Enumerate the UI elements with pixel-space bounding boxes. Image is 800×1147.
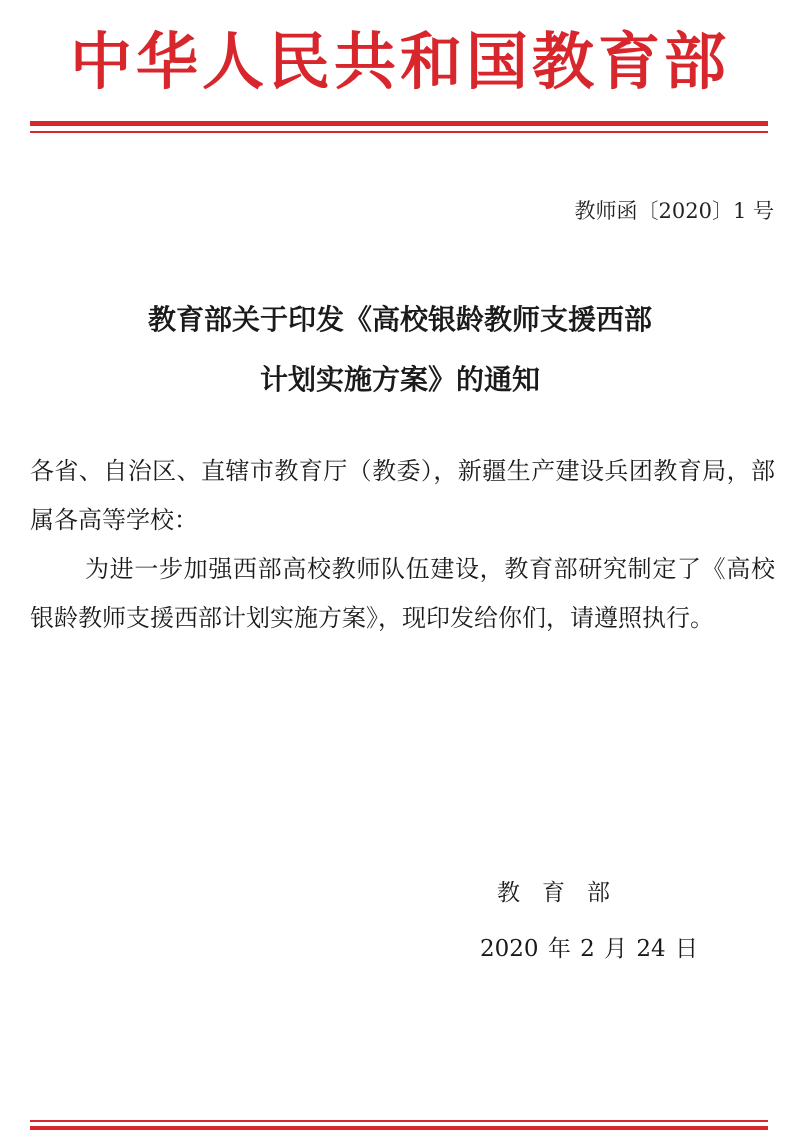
footer-red-rule-thin — [30, 1120, 768, 1122]
issue-date: 2020 年 2 月 24 日 — [480, 936, 698, 962]
document-body — [30, 447, 775, 643]
masthead-title: 中华人民共和国教育部 — [69, 25, 730, 98]
issuing-organization: 教育部 — [497, 880, 632, 906]
content-paragraph: 为进一步加强西部高校教师队伍建设，教育部研究制定了《高校银龄教师支援西部计划实施方案》，现印发给你们，请遵照执行。 — [30, 555, 775, 632]
document-title-line-2: 计划实施方案》的通知 — [259, 363, 540, 396]
addressee-paragraph: 各省、自治区、直辖市教育厅（教委），新疆生产建设兵团教育局，部属各高等学校： — [30, 457, 775, 534]
document-title-line-1: 教育部关于印发《高校银龄教师支援西部 — [147, 303, 652, 336]
masthead-red-rule-thin — [30, 131, 768, 133]
document-title — [0, 290, 800, 410]
footer-red-rule-thick — [30, 1126, 768, 1130]
document-number: 教师函〔2020〕1 号 — [574, 199, 774, 223]
masthead-red-rule-thick — [30, 121, 768, 126]
